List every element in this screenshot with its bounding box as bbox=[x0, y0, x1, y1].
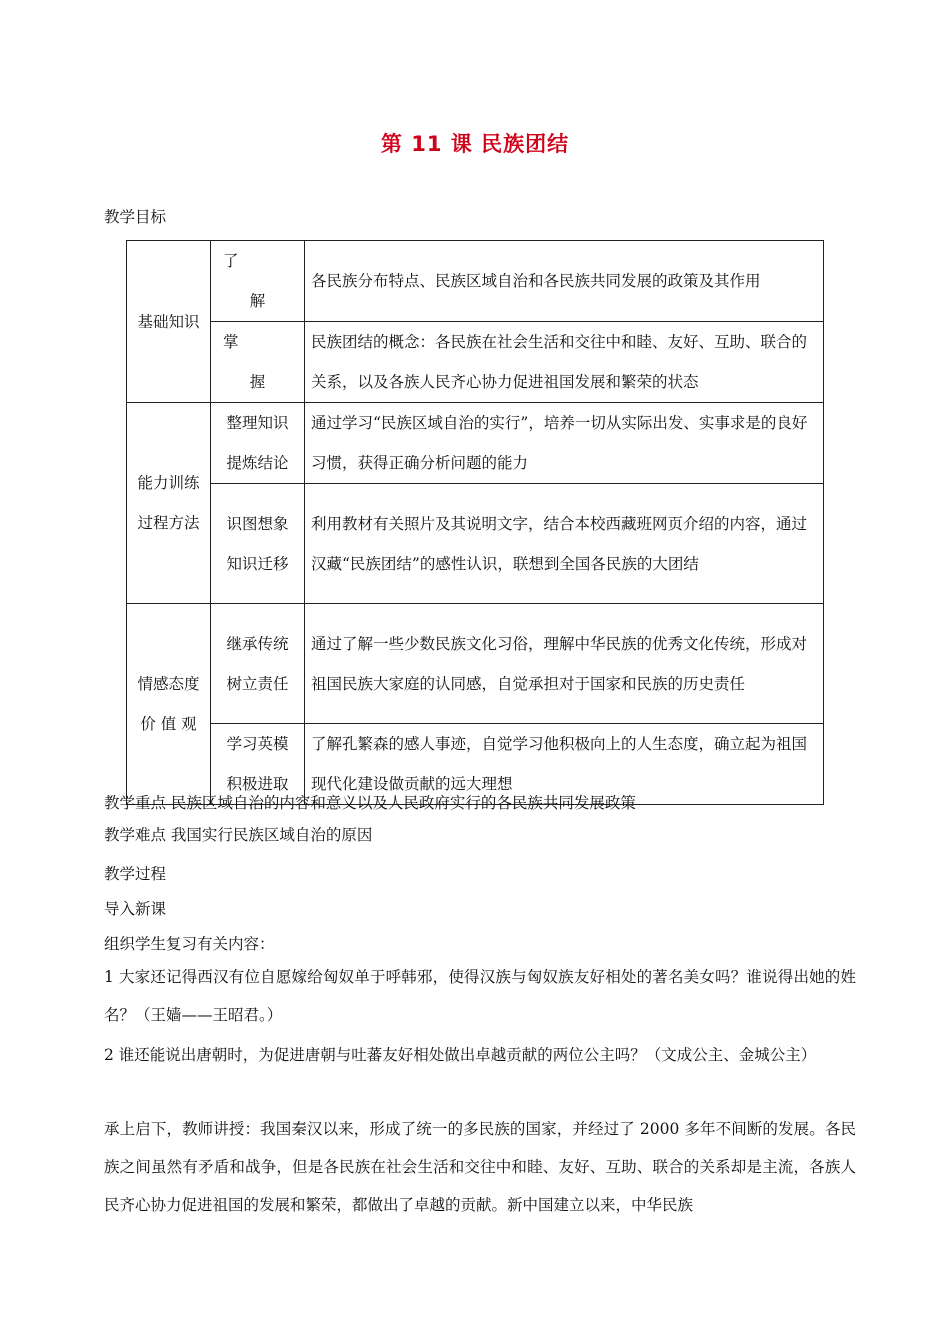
table-row bbox=[127, 241, 824, 322]
subcategory-cell bbox=[211, 484, 305, 604]
category-cell bbox=[127, 403, 211, 604]
category-line-1: 情感态度 bbox=[137, 675, 200, 693]
description-cell: 各民族分布特点、民族区域自治和各民族共同发展的政策及其作用 bbox=[305, 241, 824, 322]
table-row bbox=[127, 322, 824, 403]
table-row bbox=[127, 484, 824, 604]
difficulty-point: 教学难点 我国实行民族区域自治的原因 bbox=[104, 826, 373, 844]
key-point: 教学重点 民族区域自治的内容和意义以及人民政府实行的各民族共同发展政策 bbox=[104, 794, 636, 812]
description-cell: 利用教材有关照片及其说明文字，结合本校西藏班网页介绍的内容，通过汉藏“民族团结”的感性认识，联想到全国各民族的大团结 bbox=[305, 484, 824, 604]
intro-heading: 导入新课 bbox=[104, 900, 167, 918]
process-heading: 教学过程 bbox=[104, 865, 167, 883]
subcategory-line-2: 握 bbox=[249, 373, 266, 391]
teaching-goals-table bbox=[126, 240, 824, 805]
subcategory-line-1: 学习英模 bbox=[226, 735, 289, 753]
description-cell: 通过学习“民族区域自治的实行”，培养一切从实际出发、实事求是的良好习惯，获得正确分析问题的能力 bbox=[305, 403, 824, 484]
category-label: 基础知识 bbox=[137, 312, 200, 331]
table-row bbox=[127, 604, 824, 724]
subcategory-cell bbox=[211, 322, 305, 403]
lecture-paragraph: 承上启下，教师讲授：我国秦汉以来，形成了统一的多民族的国家，并经过了 2000 多年不间断的发展。各民族之间虽然有矛盾和战争，但是各民族在社会生活和交往中和睦、友好、互助、联合的关系却是主流，各族人民齐心协力促进祖国的发展和繁荣，都做出了卓越的贡献。新中国建立以来，中华民族 bbox=[104, 1120, 856, 1214]
subcategory-cell bbox=[211, 403, 305, 484]
teaching-goals-label: 教学目标 bbox=[104, 208, 167, 226]
category-line-2: 过程方法 bbox=[137, 514, 200, 532]
subcategory-line-1: 识图想象 bbox=[226, 514, 289, 533]
subcategory-cell bbox=[211, 241, 305, 322]
subcategory-line-2: 树立责任 bbox=[226, 674, 289, 693]
review-text: 组织学生复习有关内容： bbox=[104, 935, 275, 953]
lesson-title: 第 11 课 民族团结 bbox=[380, 132, 570, 156]
description-cell: 民族团结的概念：各民族在社会生活和交往中和睦、友好、互助、联合的关系，以及各族人民齐心协力促进祖国发展和繁荣的状态 bbox=[305, 322, 824, 403]
subcategory-line-1: 整理知识 bbox=[226, 414, 289, 432]
table-row bbox=[127, 403, 824, 484]
category-line-2: 价 值 观 bbox=[140, 715, 197, 733]
question-1: 1 大家还记得西汉有位自愿嫁给匈奴单于呼韩邪，使得汉族与匈奴族友好相处的著名美女吗？谁说得出她的姓名？（王嫱——王昭君。） bbox=[104, 968, 856, 1024]
subcategory-line-2: 提炼结论 bbox=[226, 454, 289, 472]
description-cell: 了解孔繁森的感人事迹，自觉学习他积极向上的人生态度，确立起为祖国现代化建设做贡献的远大理想 bbox=[305, 724, 824, 805]
category-cell bbox=[127, 604, 211, 805]
subcategory-line-2: 知识迁移 bbox=[226, 554, 289, 573]
subcategory-line-1: 了 bbox=[223, 252, 239, 270]
subcategory-line-2: 解 bbox=[249, 292, 266, 310]
subcategory-line-2: 积极进取 bbox=[226, 775, 289, 793]
category-line-1: 能力训练 bbox=[137, 474, 200, 492]
category-cell bbox=[127, 241, 211, 403]
subcategory-line-1: 掌 bbox=[223, 333, 239, 351]
subcategory-cell bbox=[211, 604, 305, 724]
subcategory-line-1: 继承传统 bbox=[226, 634, 289, 653]
question-2: 2 谁还能说出唐朝时，为促进唐朝与吐蕃友好相处做出卓越贡献的两位公主吗？（文成公主、金城公主） bbox=[104, 1046, 817, 1064]
description-cell: 通过了解一些少数民族文化习俗，理解中华民族的优秀文化传统，形成对祖国民族大家庭的认同感，自觉承担对于国家和民族的历史责任 bbox=[305, 604, 824, 724]
